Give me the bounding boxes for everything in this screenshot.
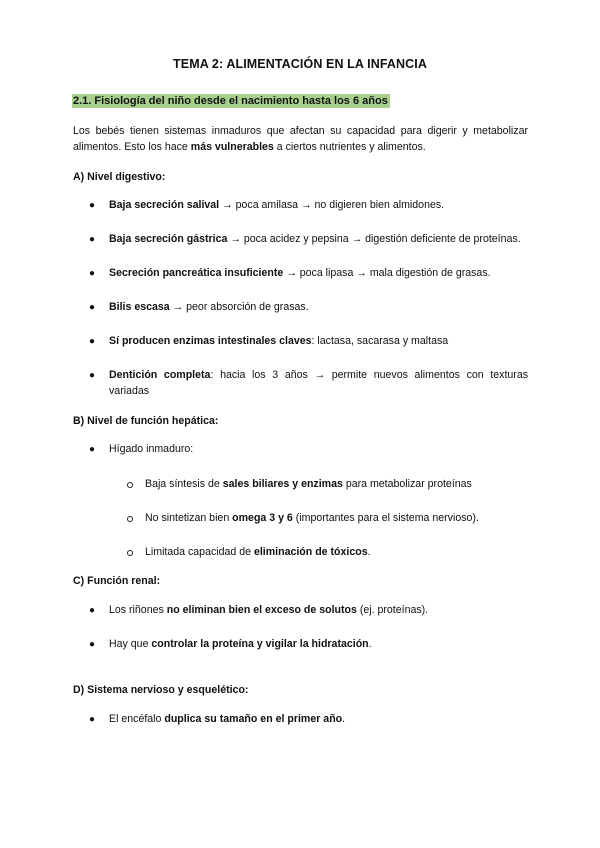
bullet-icon: ● [89,605,96,616]
section-subtitle: 2.1. Fisiología del niño desde el nacimiento hasta los 6 años [73,95,388,107]
document-page: TEMA 2: ALIMENTACIÓN EN LA INFANCIA 2.1. Fisiología del niño desde el nacimiento hasta los 6 años Los bebés tienen sistemas inmaduros que afectan su capacidad para digerir y metabolizar alimentos. Esto los hace más vulnerables a ciertos nutrientes y alimentos. A) Nivel digestivo: ● Baja secreción salival → poca amilasa → no digieren bien almidones. ● Baja secreción gástrica → poca acidez y pepsina → digestión deficiente de proteínas. ● Secreción pancreática insuficiente → poca lipasa → mala digestión de grasas. ● Bilis escasa → peor absorción de grasas. ● Sí producen enzimas intestinales claves: lactasa, sacarasa y maltasa ● Dentición completa: hacia los 3 años → permite nuevos alimentos con texturas variadas B) Nivel de función hepática: ● Hígado inmaduro: Baja síntesis de sales biliares y enzimas para metabolizar proteínas No sintetizan bien omega 3 y 6 (importantes para el sistema nervioso). Limitada capacidad de eliminación de tóxicos. C) Función renal: ● Los riñones no eliminan bien el exceso de solutos (ej. proteínas). ● Hay que controlar la proteína y vigilar la hidratación. D) Sistema nervioso y esquelético: ● El encéfalo duplica su tamaño en el primer año. [0,0,600,848]
bullet-icon: ● [89,336,96,347]
intro-paragraph: Los bebés tienen sistemas inmaduros que afectan su capacidad para digerir y metabolizar alimentos. Esto los hace más vulnerables a ciertos nutrientes y alimentos. [73,125,528,153]
circle-bullet-icon [127,482,133,488]
heading-funcion-hepatica: B) Nivel de función hepática: [73,415,219,427]
bullet-icon: ● [89,639,96,650]
heading-nivel-digestivo: A) Nivel digestivo: [73,171,166,183]
bullet-icon: ● [89,444,96,455]
bullet-icon: ● [89,268,96,279]
bullet-icon: ● [89,370,96,381]
page-title: TEMA 2: ALIMENTACIÓN EN LA INFANCIA [173,57,427,71]
bullet-icon: ● [89,234,96,245]
circle-bullet-icon [127,516,133,522]
heading-funcion-renal: C) Función renal: [73,575,161,587]
bullet-icon: ● [89,302,96,313]
bullet-icon: ● [89,200,96,211]
heading-sistema-nervioso: D) Sistema nervioso y esquelético: [73,684,249,696]
bullet-icon: ● [89,714,96,725]
circle-bullet-icon [127,550,133,556]
